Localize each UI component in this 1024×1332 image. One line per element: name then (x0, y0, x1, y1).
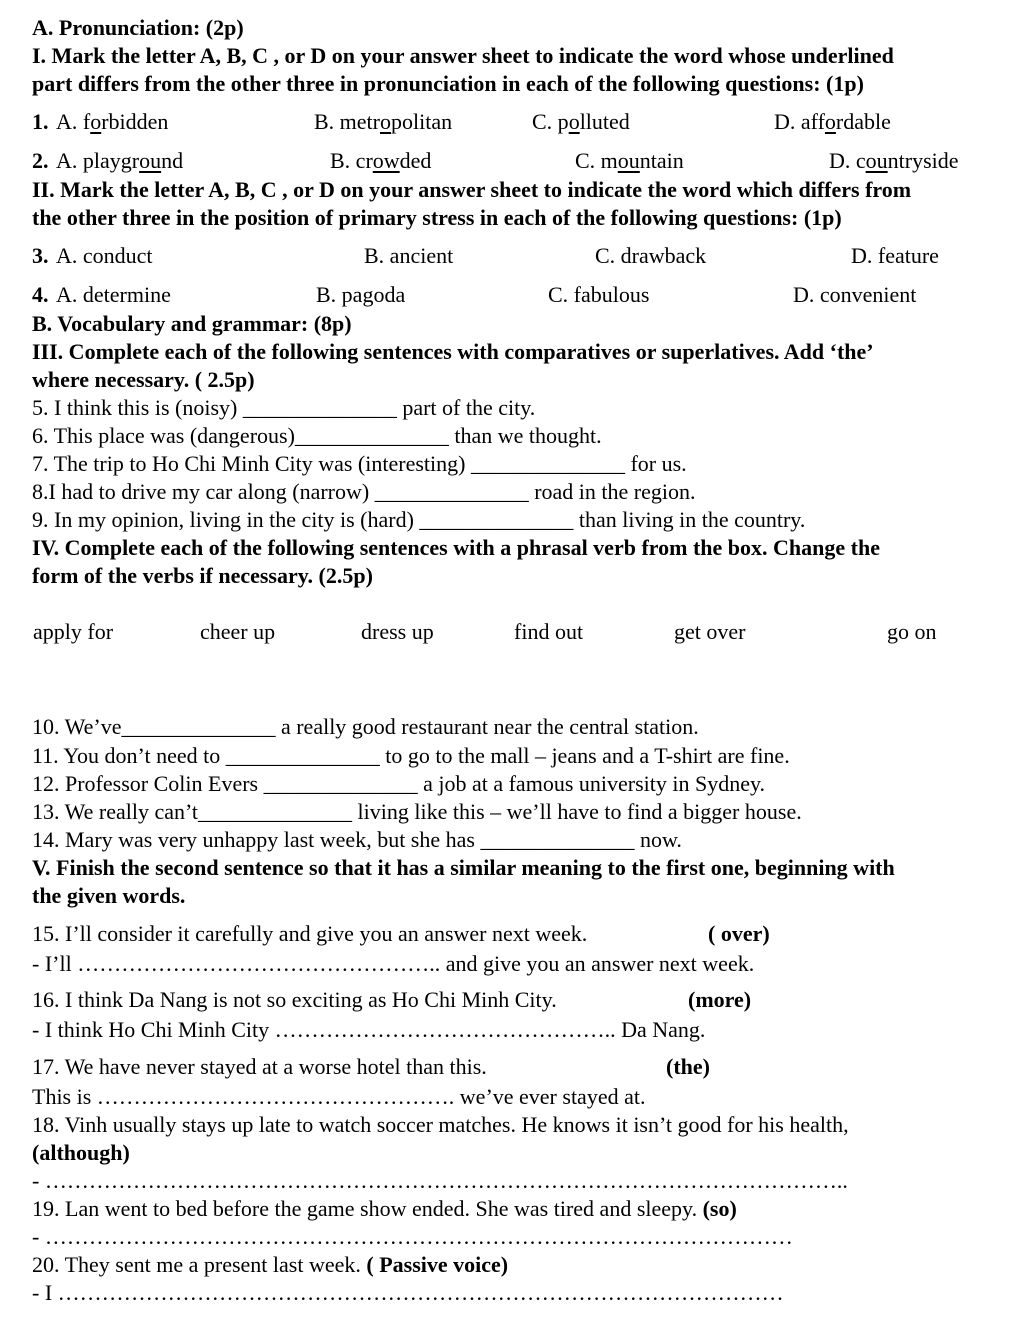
question-16: 16. I think Da Nang is not so exciting as Ho Chi Minh City. (32, 987, 557, 1012)
section-a-heading: A. Pronunciation: (2p) (32, 15, 244, 40)
q4-option-b: B. pagoda (316, 282, 406, 307)
question-6: 6. This place was (dangerous)______________ than we thought. (32, 423, 602, 448)
part-iii-instruction-2: where necessary. ( 2.5p) (32, 367, 255, 392)
question-20: 20. They sent me a present last week. ( Passive voice) (32, 1252, 509, 1277)
section-b-heading: B. Vocabulary and grammar: (8p) (32, 311, 352, 336)
part-iii-instruction-1: III. Complete each of the following sentences with comparatives or superlatives. Add ‘the’ (32, 339, 874, 364)
question-2 (32, 147, 49, 175)
box-word: find out (514, 619, 584, 644)
part-i-instruction-1: I. Mark the letter A, B, C , or D on your answer sheet to indicate the word whose underlined (32, 43, 894, 68)
box-word: cheer up (200, 619, 276, 644)
q1-option-d: D. affordable (774, 109, 891, 134)
q3-option-d: D. feature (851, 243, 939, 268)
question-number: 3. (32, 243, 49, 268)
question-19-cue: (so) (702, 1196, 737, 1221)
q2-option-a: A. playground (56, 148, 184, 173)
question-14: 14. Mary was very unhappy last week, but she has ______________ now. (32, 827, 682, 852)
part-ii-instruction-1: II. Mark the letter A, B, C , or D on your answer sheet to indicate the word which differs from (32, 177, 912, 202)
q3-option-a: A. conduct (56, 243, 153, 268)
box-word: dress up (361, 619, 434, 644)
part-v-instruction-1: V. Finish the second sentence so that it has a similar meaning to the first one, beginning with (32, 855, 895, 880)
box-word: apply for (33, 619, 114, 644)
question-17-answer: This is …………………………………………. we’ve ever stayed at. (32, 1084, 646, 1109)
question-8: 8.I had to drive my car along (narrow) ______________ road in the region. (32, 479, 696, 504)
question-3 (32, 242, 49, 270)
question-number: 2. (32, 148, 49, 173)
q2-option-b: B. crowded (330, 148, 432, 173)
q1-option-c: C. polluted (532, 109, 630, 134)
question-20-answer: - I ……………………………………………………………………………………… (32, 1280, 784, 1305)
q2-option-c: C. mountain (575, 148, 684, 173)
q4-option-d: D. convenient (793, 282, 917, 307)
q4-option-a: A. determine (56, 282, 171, 307)
question-4 (32, 281, 49, 309)
box-word: go on (887, 619, 937, 644)
q1-option-b: B. metropolitan (314, 109, 453, 134)
question-19: 19. Lan went to bed before the game show ended. She was tired and sleepy. (so) (32, 1196, 737, 1221)
q2-option-d: D. countryside (829, 148, 959, 173)
q4-option-c: C. fabulous (548, 282, 650, 307)
q3-option-b: B. ancient (364, 243, 454, 268)
question-number: 4. (32, 282, 49, 307)
question-18-answer: - ……………………………………………………………………………………………….. (32, 1168, 848, 1193)
question-16-cue: (more) (688, 987, 752, 1012)
question-number: 1. (32, 109, 49, 134)
part-iv-instruction-1: IV. Complete each of the following sentences with a phrasal verb from the box. Change the (32, 535, 880, 560)
part-iv-instruction-2: form of the verbs if necessary. (2.5p) (32, 563, 373, 588)
question-10: 10. We’ve______________ a really good restaurant near the central station. (32, 714, 699, 739)
question-20-cue: ( Passive voice) (366, 1252, 509, 1277)
question-19-answer: - ………………………………………………………………………………………… (32, 1224, 793, 1249)
question-13: 13. We really can’t______________ living like this – we’ll have to find a bigger house. (32, 799, 802, 824)
question-1 (32, 108, 49, 136)
question-5: 5. I think this is (noisy) ______________ part of the city. (32, 395, 536, 420)
question-18-cue: (although) (32, 1140, 130, 1165)
question-15-answer: - I’ll ………………………………………….. and give you an answer next week. (32, 951, 755, 976)
question-17-cue: (the) (666, 1054, 710, 1079)
question-9: 9. In my opinion, living in the city is (hard) ______________ than living in the country. (32, 507, 806, 532)
part-i-instruction-2: part differs from the other three in pronunciation in each of the following questions: (1p) (32, 71, 864, 96)
question-12: 12. Professor Colin Evers ______________ a job at a famous university in Sydney. (32, 771, 766, 796)
box-word: get over (674, 619, 746, 644)
question-18: 18. Vinh usually stays up late to watch soccer matches. He knows it isn’t good for his health, (32, 1112, 849, 1137)
question-17: 17. We have never stayed at a worse hotel than this. (32, 1054, 487, 1079)
part-v-instruction-2: the given words. (32, 883, 186, 908)
question-15: 15. I’ll consider it carefully and give you an answer next week. (32, 921, 588, 946)
part-ii-instruction-2: the other three in the position of primary stress in each of the following questions: (1p) (32, 205, 842, 230)
q3-option-c: C. drawback (595, 243, 707, 268)
q1-option-a: A. forbidden (56, 109, 169, 134)
question-16-answer: - I think Ho Chi Minh City ……………………………………….. Da Nang. (32, 1017, 706, 1042)
question-7: 7. The trip to Ho Chi Minh City was (interesting) ______________ for us. (32, 451, 687, 476)
question-15-cue: ( over) (708, 921, 770, 946)
question-11: 11. You don’t need to ______________ to go to the mall – jeans and a T-shirt are fine. (32, 743, 790, 768)
